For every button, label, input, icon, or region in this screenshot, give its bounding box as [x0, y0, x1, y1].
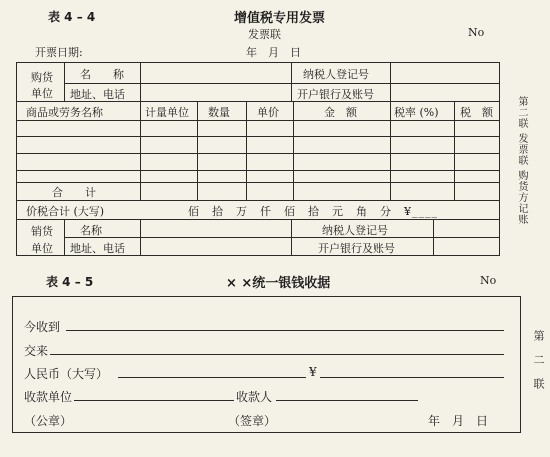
buyer-tax-id-label: 纳税人登记号	[303, 68, 369, 81]
total-row-label: 合 计	[52, 186, 96, 199]
header-item-name: 商品或劳务名称	[26, 106, 103, 119]
issue-date-label: 开票日期:	[35, 46, 83, 59]
receipt-date-fields: 年 月 日	[428, 414, 489, 428]
receipt-no-label: No	[480, 274, 497, 287]
payment-for-label: 交来	[24, 344, 49, 358]
seller-label-2: 单位	[31, 242, 53, 255]
table-number: 表 4 – 4	[48, 10, 96, 24]
received-from-label: 今收到	[24, 320, 61, 334]
buyer-bank-label: 开户银行及账号	[297, 88, 374, 101]
signature-seal-label: （签章）	[228, 414, 277, 428]
side-note-copy: 第二联 发票联 购货方记账	[516, 96, 527, 226]
yen-symbol: ¥	[309, 365, 317, 379]
rmb-uppercase-label: 人民币（大写）	[24, 367, 109, 381]
buyer-address-label: 地址、电话	[70, 88, 125, 101]
header-unit: 计量单位	[145, 106, 189, 119]
seller-bank-label: 开户银行及账号	[318, 242, 395, 255]
document-subtitle: 发票联	[248, 28, 281, 41]
tax-total-units: 佰 拾 万 仟 佰 拾 元 角 分 ¥____	[188, 205, 438, 218]
header-unit-price: 单价	[257, 106, 279, 119]
payee-label: 收款人	[236, 390, 273, 404]
header-amount: 金 额	[324, 106, 357, 119]
seller-label-1: 销货	[31, 225, 53, 238]
header-quantity: 数量	[208, 106, 230, 119]
document-title: 增值税专用发票	[234, 11, 326, 26]
tax-total-label: 价税合计 (大写)	[26, 205, 105, 218]
header-tax-amount: 税 额	[460, 106, 493, 119]
buyer-label-2: 单位	[31, 87, 53, 100]
official-seal-label: （公章）	[24, 414, 73, 428]
table2-number: 表 4 – 5	[46, 275, 94, 289]
issue-date-fields: 年 月 日	[246, 46, 301, 59]
receiving-unit-label: 收款单位	[24, 390, 73, 404]
invoice-no-label: No	[468, 26, 485, 39]
receipt-side-note: 第 二 联	[532, 330, 545, 390]
seller-name-label: 名称	[80, 224, 102, 237]
seller-tax-id-label: 纳税人登记号	[322, 224, 388, 237]
seller-address-label: 地址、电话	[70, 242, 125, 255]
receipt-title: × ×统一银钱收据	[226, 276, 331, 291]
buyer-name-label: 名 称	[80, 68, 124, 81]
buyer-label-1: 购货	[31, 71, 53, 84]
header-tax-rate: 税率 (%)	[394, 106, 439, 119]
